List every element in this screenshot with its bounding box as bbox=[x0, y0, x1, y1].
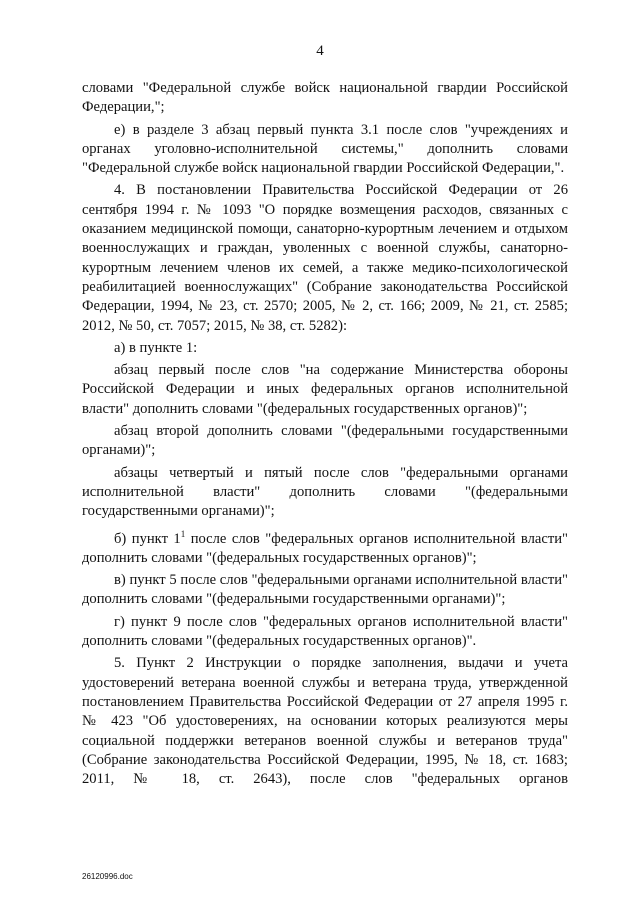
paragraph: абзацы четвертый и пятый после слов "федеральными органами исполнительной власти" дополнить словами "(федеральными государственными органами)"; bbox=[82, 464, 568, 520]
paragraph: абзац второй дополнить словами "(федеральными государственными органами)"; bbox=[82, 423, 568, 459]
paragraph: 5. Пункт 2 Инструкции о порядке заполнения, выдачи и учета удостоверений ветерана военной службы и ветерана труда, утвержденной постановлением Правительства Российской Федерации от 27 апреля 1995 г. № 423 "Об удостоверениях, на основании которых реализуются меры социальной поддержки ветеранов военной службы и ветеранов труда" (Собрание законодательства Российской Федерации, 1995, № 18, ст. 1683; 2011, № 18, ст. 2643), после слов "федеральных органов bbox=[82, 655, 568, 788]
paragraph: а) в пункте 1: bbox=[114, 339, 198, 356]
paragraph bbox=[82, 525, 568, 569]
paragraph: 4. В постановлении Правительства Российской Федерации от 26 сентября 1994 г. № 1093 "О порядке возмещения расходов, связанных с оказанием медицинской помощи, санаторно-курортным лечением и отдыхом военнослужащих и граждан, уволенных с военной службы, санаторно-курортным лечением членов их семей, а также медико-психологической реабилитацией военнослужащих" (Собрание законодательства Российской Федерации, 1994, № 23, ст. 2570; 2005, № 2, ст. 166; 2009, № 21, ст. 2585; 2012, № 50, ст. 7057; 2015, № 38, ст. 5282): bbox=[82, 182, 568, 334]
paragraph-text: после слов "федеральных органов исполнительной власти" дополнить словами "(федеральных государственных органов)"; bbox=[82, 530, 568, 566]
paragraph: е) в разделе 3 абзац первый пункта 3.1 после слов "учреждениях и органах уголовно-исполнительной системы," дополнить словами "Федеральной службе войск национальной гвардии Российской Федерации,". bbox=[82, 121, 568, 177]
footer-filename: 26120996.doc bbox=[82, 872, 133, 881]
paragraph: словами "Федеральной службе войск национальной гвардии Российской Федерации,"; bbox=[82, 80, 568, 116]
superscript: 1 bbox=[180, 528, 186, 539]
paragraph-text: б) пункт 1 bbox=[114, 530, 181, 547]
document-body bbox=[82, 79, 568, 789]
paragraph: в) пункт 5 после слов "федеральными органами исполнительной власти" дополнить словами "(федеральными государственными органами)"; bbox=[82, 572, 568, 608]
paragraph: г) пункт 9 после слов "федеральных органов исполнительной власти" дополнить словами "(федеральных государственных органов)". bbox=[82, 613, 568, 650]
paragraph: абзац первый после слов "на содержание Министерства обороны Российской Федерации и иных федеральных органов исполнительной власти" дополнить словами "(федеральных государственных органов)"; bbox=[82, 362, 568, 417]
page-number: 4 bbox=[316, 43, 324, 59]
